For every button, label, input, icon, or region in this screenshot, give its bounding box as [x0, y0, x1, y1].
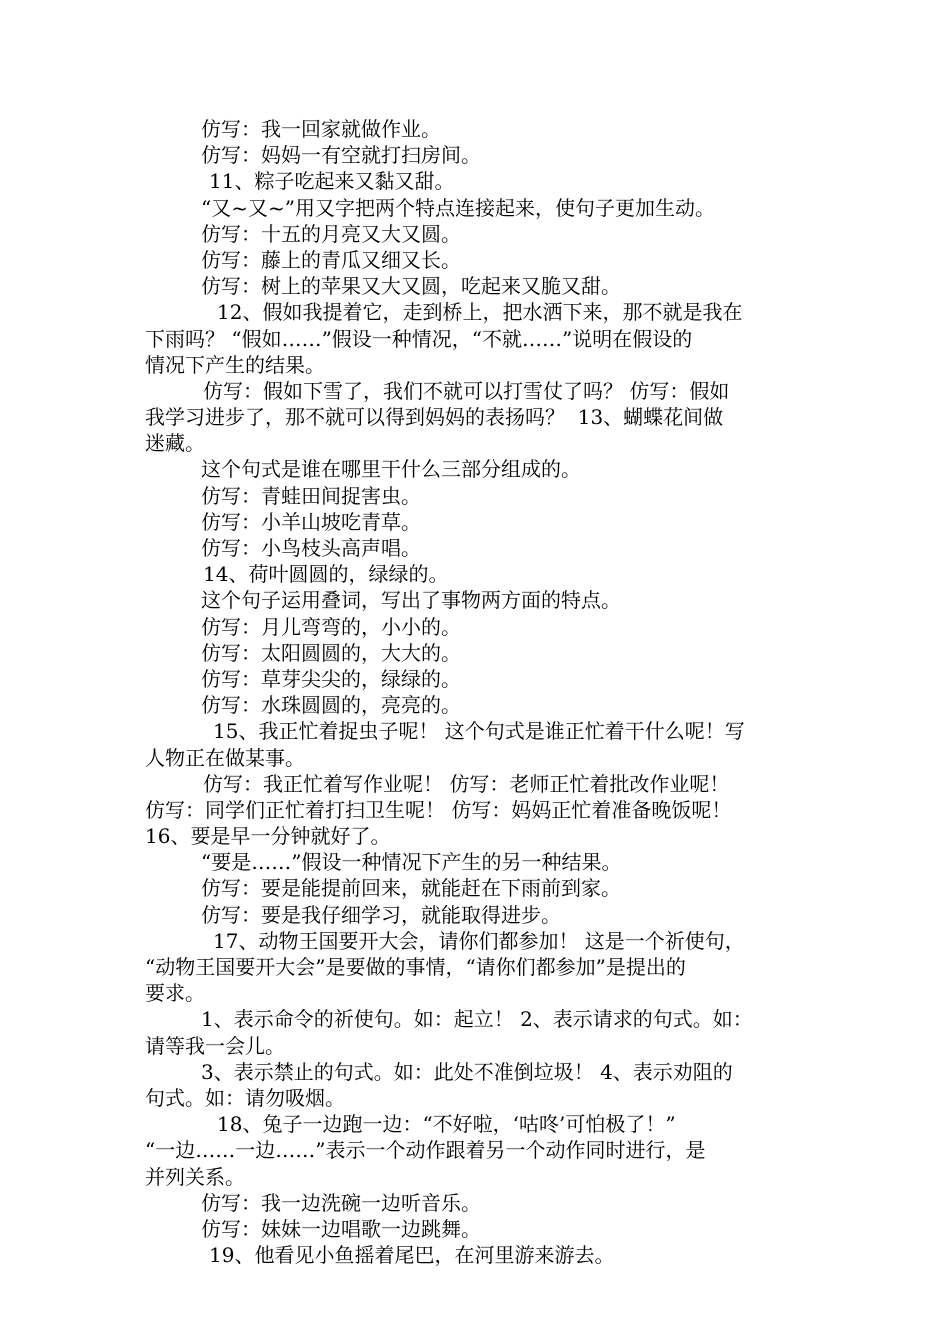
- text-line: 18、兔子一边跑一边：“不好啦，‘咕咚’可怕极了！”: [217, 1112, 676, 1137]
- text-line: 仿写：青蛙田间捉害虫。: [201, 483, 421, 508]
- text-line: 人物正在做某事。: [145, 745, 305, 770]
- text-line: 并列关系。: [145, 1164, 245, 1189]
- text-line: 12、假如我提着它，走到桥上，把水洒下来，那不就是我在: [217, 300, 743, 325]
- text-line: 仿写：树上的苹果又大又圆，吃起来又脆又甜。: [201, 274, 621, 299]
- text-line: 下雨吗？ “假如……”假设一种情况，“不就……”说明在假设的: [145, 326, 693, 351]
- text-line: 仿写：小羊山坡吃青草。: [201, 509, 421, 534]
- text-line: 3、表示禁止的句式。如：此处不准倒垃圾！ 4、表示劝阻的: [201, 1059, 733, 1084]
- text-line: “又~又~”用又字把两个特点连接起来，使句子更加生动。: [201, 195, 715, 220]
- text-line: 11、粽子吃起来又黏又甜。: [209, 169, 455, 194]
- text-line: 要求。: [145, 981, 205, 1006]
- text-line: 仿写：藤上的青瓜又细又长。: [201, 247, 461, 272]
- text-line: 迷藏。: [145, 431, 205, 456]
- text-line: 仿写：太阳圆圆的，大大的。: [201, 640, 461, 665]
- text-line: 仿写：小鸟枝头高声唱。: [201, 536, 421, 560]
- text-line: 17、动物王国要开大会，请你们都参加！ 这是一个祈使句，: [213, 928, 745, 953]
- text-line: “一边……一边……”表示一个动作跟着另一个动作同时进行，是: [145, 1138, 706, 1163]
- text-line: 16、要是早一分钟就好了。: [145, 824, 391, 849]
- text-line: 请等我一会儿。: [145, 1033, 285, 1058]
- text-line: 仿写：我一边洗碗一边听音乐。: [201, 1190, 481, 1215]
- text-line: 仿写：要是我仔细学习，就能取得进步。: [201, 902, 561, 927]
- text-line: 仿写：要是能提前回来，就能赶在下雨前到家。: [201, 876, 621, 901]
- text-line: 仿写：水珠圆圆的，亮亮的。: [201, 693, 461, 718]
- text-line: 仿写：我正忙着写作业呢！ 仿写：老师正忙着批改作业呢！: [203, 771, 730, 796]
- document-body: [145, 116, 815, 1268]
- text-line: 仿写：我一回家就做作业。: [201, 117, 441, 141]
- text-line: 我学习进步了，那不就可以得到妈妈的表扬吗？ 13、蝴蝶花间做: [145, 405, 724, 430]
- text-line: 1、表示命令的祈使句。如：起立！ 2、表示请求的句式。如：: [201, 1007, 753, 1032]
- text-line: 仿写：假如下雪了，我们不就可以打雪仗了吗？ 仿写：假如: [203, 378, 730, 403]
- text-line: 15、我正忙着捉虫子呢！ 这个句式是谁正忙着干什么呢！写: [213, 719, 745, 744]
- text-line: 这个句子运用叠词，写出了事物两方面的特点。: [201, 588, 621, 613]
- text-line: 仿写：妈妈一有空就打扫房间。: [201, 143, 481, 168]
- text-line: 19、他看见小鱼摇着尾巴，在河里游来游去。: [209, 1243, 615, 1268]
- text-line: 句式。如：请勿吸烟。: [145, 1085, 345, 1110]
- text-line: 情况下产生的结果。: [145, 352, 325, 377]
- text-line: 14、荷叶圆圆的，绿绿的。: [203, 562, 449, 587]
- text-line: 这个句式是谁在哪里干什么三部分组成的。: [201, 457, 581, 482]
- text-line: “动物王国要开大会”是要做的事情，“请你们都参加”是提出的: [145, 955, 686, 979]
- text-line: “要是……”假设一种情况下产生的另一种结果。: [201, 850, 622, 875]
- text-line: 仿写：妹妹一边唱歌一边跳舞。: [201, 1216, 481, 1241]
- text-line: 仿写：月儿弯弯的，小小的。: [201, 614, 461, 639]
- text-line: 仿写：十五的月亮又大又圆。: [201, 221, 461, 246]
- text-line: 仿写：草芽尖尖的，绿绿的。: [201, 666, 461, 691]
- text-line: 仿写：同学们正忙着打扫卫生呢！ 仿写：妈妈正忙着准备晚饭呢！: [145, 797, 732, 822]
